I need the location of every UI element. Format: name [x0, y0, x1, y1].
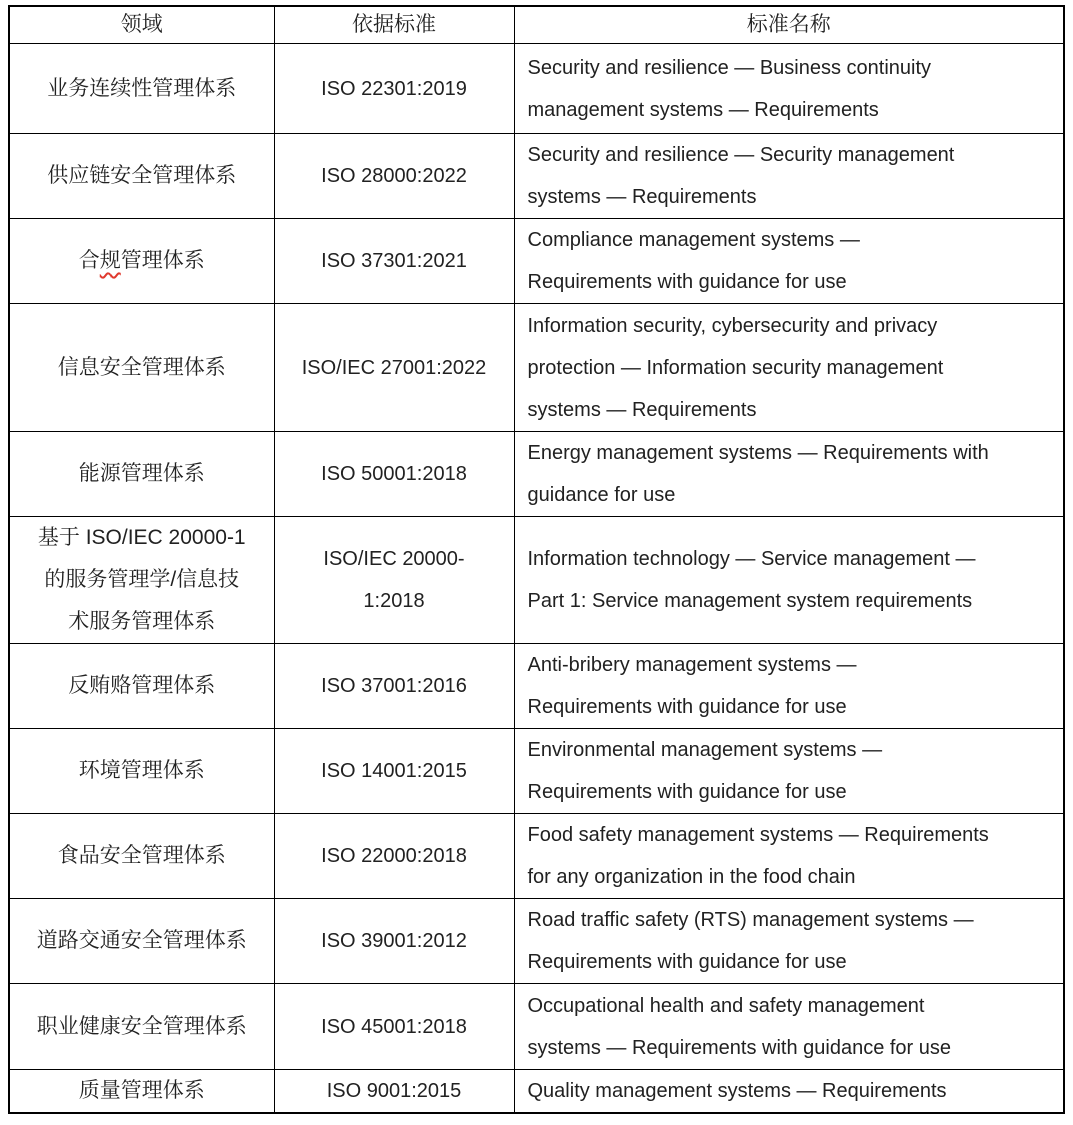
- table-row: [9, 644, 1064, 729]
- cell-line: ISO 50001:2018: [321, 463, 467, 485]
- table-cell-domain: [9, 729, 274, 814]
- table-cell-standard-name: [514, 432, 1064, 517]
- cell-line: ISO 22000:2018: [321, 845, 467, 867]
- cell-line: Requirements with guidance for use: [527, 951, 847, 973]
- column-header-domain: 领域: [9, 6, 274, 44]
- table-cell-standard: [274, 984, 514, 1070]
- table-cell-standard: [274, 432, 514, 517]
- cell-line: Road traffic safety (RTS) management systems —: [527, 909, 974, 931]
- table-row: [9, 814, 1064, 899]
- cell-line: 食品安全管理体系: [57, 844, 226, 867]
- cell-line: Environmental management systems —: [527, 739, 883, 761]
- cell-line: Occupational health and safety management: [527, 994, 925, 1017]
- table-cell-standard-name: [514, 644, 1064, 729]
- cell-line: 1:2018: [363, 590, 425, 612]
- cell-line: Security and resilience — Business continuity: [527, 56, 932, 79]
- cell-line: Requirements with guidance for use: [527, 781, 847, 803]
- table-row: [9, 517, 1064, 644]
- cell-line: ISO 28000:2022: [321, 165, 467, 187]
- table-row: [9, 134, 1064, 219]
- cell-line: 职业健康安全管理体系: [36, 1014, 247, 1038]
- table-cell-standard-name: [514, 517, 1064, 644]
- cell-line: ISO/IEC 20000-: [323, 548, 465, 570]
- cell-line: ISO 37301:2021: [321, 250, 467, 272]
- cell-line: Quality management systems — Requirements: [527, 1080, 947, 1102]
- table-cell-standard-name: [514, 44, 1064, 134]
- table-cell-standard-name: [514, 984, 1064, 1070]
- table-cell-domain: [9, 44, 274, 134]
- table-cell-standard-name: [514, 219, 1064, 304]
- table-cell-standard: [274, 644, 514, 729]
- table-cell-domain: [9, 304, 274, 432]
- table-cell-standard-name: [514, 899, 1064, 984]
- table-row: [9, 219, 1064, 304]
- table-row: [9, 1070, 1064, 1114]
- cell-line: 信息安全管理体系: [57, 355, 226, 379]
- table-cell-standard-name: [514, 1070, 1064, 1114]
- cell-line: 质量管理体系: [78, 1079, 205, 1102]
- table-cell-domain: [9, 644, 274, 729]
- table-cell-standard: [274, 1070, 514, 1114]
- table-cell-domain: [9, 1070, 274, 1114]
- cell-line: for any organization in the food chain: [527, 866, 856, 888]
- cell-line: 业务连续性管理体系: [47, 76, 237, 100]
- cell-line: ISO/IEC 27001:2022: [301, 356, 487, 379]
- cell-line: ISO 37001:2016: [321, 675, 467, 697]
- cell-line: Energy management systems — Requirements with: [527, 442, 989, 464]
- cell-line: Requirements with guidance for use: [527, 696, 847, 718]
- table-cell-standard-name: [514, 729, 1064, 814]
- table-cell-domain: [9, 899, 274, 984]
- table-cell-standard: [274, 814, 514, 899]
- cell-line: 供应链安全管理体系: [47, 164, 237, 187]
- table-cell-standard: [274, 517, 514, 644]
- cell-line: 基于 ISO/IEC 20000-1: [37, 526, 246, 549]
- cell-line: Food safety management systems — Requirements: [527, 824, 989, 846]
- table-cell-standard-name: [514, 134, 1064, 219]
- domain-text: 合: [78, 249, 100, 272]
- cell-line: ISO 39001:2012: [321, 930, 467, 952]
- cell-line: Anti-bribery management systems —: [527, 654, 857, 676]
- cell-line: Security and resilience — Security management: [527, 144, 955, 166]
- table-cell-standard-name: [514, 304, 1064, 432]
- table-cell-standard: [274, 729, 514, 814]
- table-cell-domain: [9, 134, 274, 219]
- table-cell-standard: [274, 219, 514, 304]
- cell-line: 术服务管理体系: [68, 610, 216, 633]
- table-cell-standard: [274, 44, 514, 134]
- table-row: [9, 44, 1064, 134]
- table-cell-standard-name: [514, 814, 1064, 899]
- cell-line: management systems — Requirements: [527, 98, 879, 121]
- table-cell-standard: [274, 304, 514, 432]
- table-cell-domain: [9, 219, 274, 304]
- table-cell-standard: [274, 134, 514, 219]
- cell-line: Information security, cybersecurity and privacy: [527, 314, 938, 337]
- cell-line: Information technology — Service management —: [527, 548, 976, 570]
- table-row: [9, 984, 1064, 1070]
- table-cell-standard: [274, 899, 514, 984]
- table-row: [9, 432, 1064, 517]
- iso-standards-table: [8, 5, 1065, 1114]
- cell-line: systems — Requirements: [527, 186, 757, 208]
- domain-text: 管理体系: [120, 249, 205, 272]
- cell-line: guidance for use: [527, 484, 676, 506]
- cell-line: 道路交通安全管理体系: [36, 929, 247, 952]
- cell-line: 能源管理体系: [78, 462, 205, 485]
- cell-line: 的服务管理学/信息技: [44, 568, 240, 591]
- table-cell-domain: [9, 984, 274, 1070]
- cell-line: 环境管理体系: [78, 759, 205, 782]
- table-cell-domain: [9, 517, 274, 644]
- table-cell-domain: [9, 432, 274, 517]
- cell-line: Requirements with guidance for use: [527, 271, 847, 293]
- cell-line: [10, 240, 274, 282]
- cell-line: ISO 22301:2019: [321, 77, 467, 100]
- cell-line: ISO 45001:2018: [321, 1015, 467, 1038]
- cell-line: 反贿赂管理体系: [68, 674, 216, 697]
- table-body: [9, 44, 1064, 1114]
- cell-line: ISO 14001:2015: [321, 760, 467, 782]
- table-row: [9, 729, 1064, 814]
- header-row: [9, 6, 1064, 44]
- column-header-standard-name: 标准名称: [514, 6, 1064, 44]
- table-header: [9, 6, 1064, 44]
- cell-line: systems — Requirements with guidance for use: [527, 1036, 952, 1059]
- table-cell-domain: [9, 814, 274, 899]
- cell-line: Part 1: Service management system requirements: [527, 590, 973, 612]
- spellcheck-flagged-text: 规: [99, 249, 121, 272]
- table-row: [9, 304, 1064, 432]
- cell-line: protection — Information security management: [527, 356, 944, 379]
- column-header-standard: 依据标准: [274, 6, 514, 44]
- cell-line: Compliance management systems —: [527, 229, 860, 251]
- cell-line: systems — Requirements: [527, 398, 757, 421]
- cell-line: ISO 9001:2015: [326, 1080, 462, 1102]
- table-row: [9, 899, 1064, 984]
